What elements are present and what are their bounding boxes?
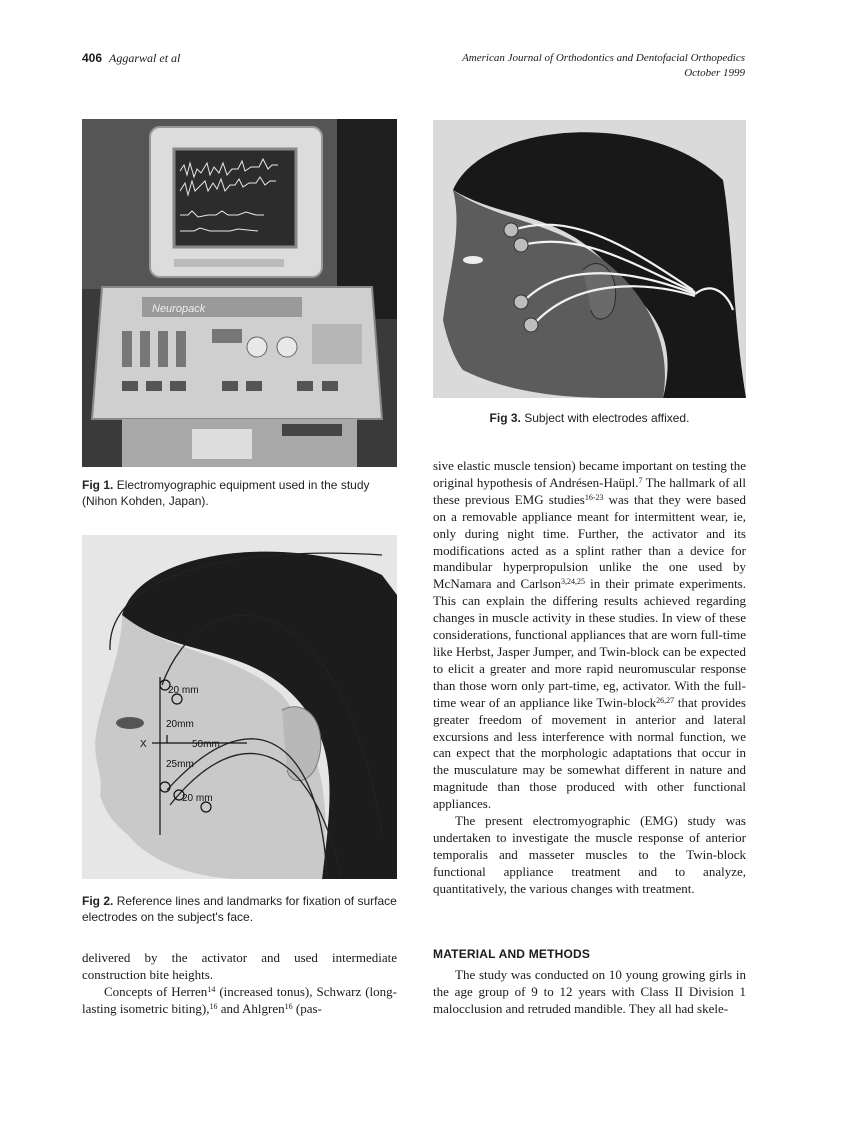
citation-16: 16: [209, 1001, 218, 1011]
figure-3-caption: [433, 410, 746, 426]
text-run: in their primate experiments. This can explain the differing results achieved regarding changes in muscle activity in these studies. In view of these considerations, functional appliances that are worn full-time like Herbst, Jasper Jumper, and Twin-block can be expected to elicit a greater and more rapid neuromuscular response than those worn only part-time, eg, activator. With the full-time wear of an appliance like Twin-block: [433, 576, 746, 710]
text-run: and Ahlgren: [217, 1000, 285, 1016]
citation-16-23: 16-23: [584, 492, 604, 502]
right-column-text: [433, 458, 746, 898]
section-heading-methods: MATERIAL AND METHODS: [433, 947, 591, 961]
right-paragraph-1: [433, 458, 746, 813]
figure-2-caption-text: Reference lines and landmarks for fixation of surface electrodes on the subject's face.: [82, 894, 397, 924]
figure-1-label: Fig 1.: [82, 478, 114, 492]
figure-1-caption-text: Electromyographic equipment used in the study (Nihon Kohden, Japan).: [82, 478, 370, 508]
author-running-head: Aggarwal et al: [109, 51, 181, 65]
citation-14: 14: [207, 984, 216, 994]
subject-electrodes-illustration: [433, 120, 746, 398]
figure-1-caption: [82, 477, 397, 509]
face-landmarks-illustration: [82, 535, 397, 879]
citation-3-24-25: 3,24,25: [560, 577, 585, 587]
figure-2-photo: [82, 535, 397, 879]
equipment-brand-label: Neuropack: [152, 303, 206, 315]
citation-16: 16: [284, 1001, 293, 1011]
running-header-left: [82, 51, 180, 66]
left-paragraph-2: [82, 984, 397, 1018]
annotation-50mm: 50mm: [192, 739, 220, 750]
annotation-25mm: 25mm: [166, 759, 194, 770]
citation-7: 7: [638, 475, 643, 485]
left-column-text: [82, 950, 397, 1018]
right-column-methods-text: [433, 967, 746, 1018]
annotation-20mm-mid: 20mm: [166, 719, 194, 730]
figure-3-caption-text: Subject with electrodes affixed.: [524, 411, 690, 425]
text-run: (pas-: [292, 1000, 322, 1016]
text-run: Concepts of Herren: [104, 983, 208, 999]
left-paragraph-1: delivered by the activator and used intermediate construction bite heights.: [82, 950, 397, 982]
right-paragraph-2: The present electromyographic (EMG) study was undertaken to investigate the muscle response of anterior temporalis and masseter muscles to the Twin-block functional appliance treatment and to analyze, quantitatively, the various changes with treatment.: [433, 813, 746, 896]
citation-26-27: 26,27: [656, 695, 675, 705]
emg-equipment-illustration: [82, 119, 397, 467]
text-run: (increased tonus), Schwarz (long-lasting isometric biting),: [82, 983, 397, 1016]
figure-2-label: Fig 2.: [82, 894, 114, 908]
figure-3-label: Fig 3.: [489, 411, 521, 425]
text-run: sive elastic muscle tension) became important on testing the original hypothesis of Andrésen-Haüpl.: [433, 458, 746, 490]
text-run: was that they were based on a removable appliance meant for intermittent wear, ie, only during night time. Further, the activator and its modifications acted as a splint rather than a device for mandibular hyperpropulsion unlike the one used by McNamara and Carlson: [433, 491, 747, 592]
figure-1-photo: [82, 119, 397, 467]
text-run: The hallmark of all these previous EMG studies: [433, 474, 746, 507]
figure-3-photo: [433, 120, 746, 398]
page-number: 406: [82, 51, 103, 65]
issue-date: October 1999: [684, 67, 745, 79]
right-paragraph-3: The study was conducted on 10 young growing girls in the age group of 9 to 12 years with Class II Division 1 malocclusion and retruded mandible. They all had skele-: [433, 967, 746, 1016]
annotation-x-point: X: [140, 739, 147, 750]
journal-name: American Journal of Orthodontics and Dentofacial Orthopedics: [462, 52, 745, 64]
text-run: that provides greater freedom of movement in anterior and lateral excursions and less interference with normal function, we can expect that the morphologic adaptations that occur in the musculature may be somewhat different in nature and magnitude than those produced with other functional appliances.: [433, 694, 746, 812]
figure-2-caption: [82, 893, 397, 925]
annotation-20mm-upper: 20 mm: [168, 685, 199, 696]
annotation-20mm-lower: 20 mm: [182, 793, 213, 804]
running-header-right: [462, 51, 745, 81]
